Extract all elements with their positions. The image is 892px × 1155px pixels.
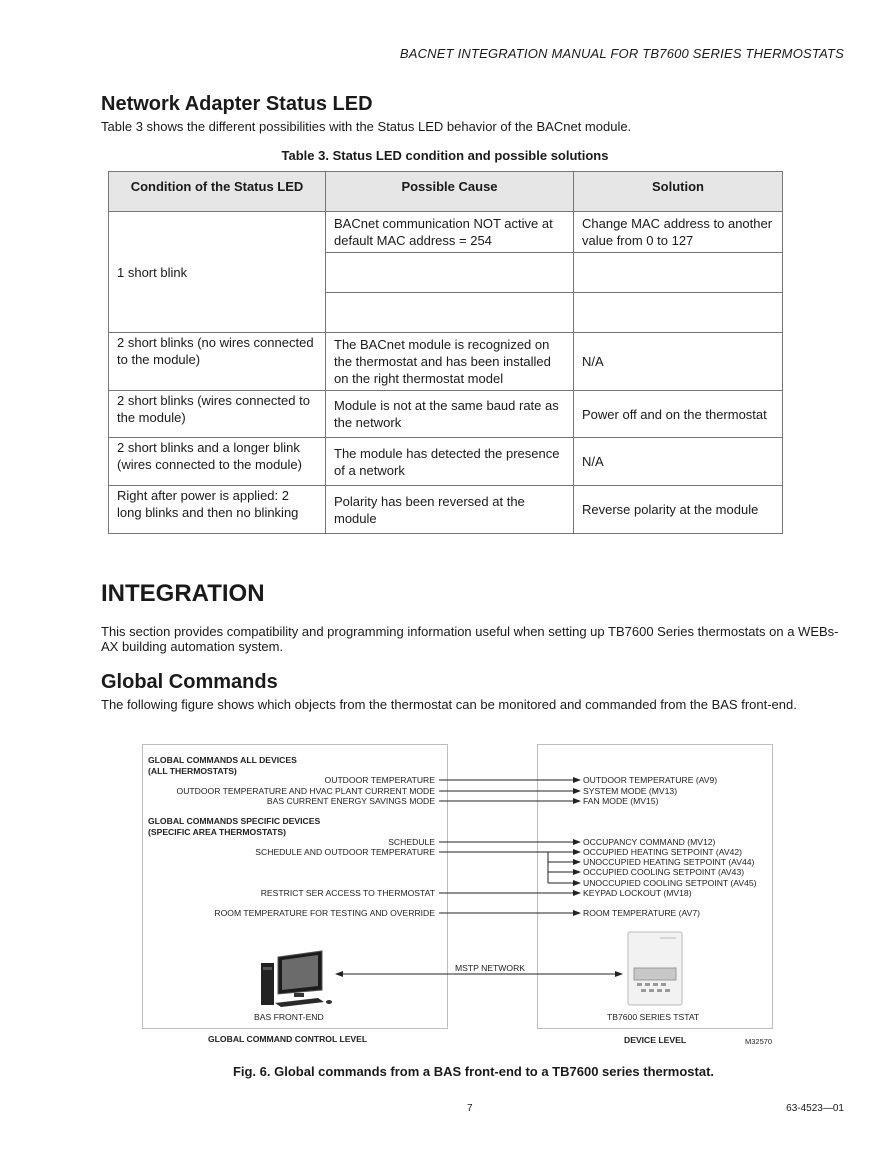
command-label: OUTDOOR TEMPERATURE bbox=[324, 775, 435, 785]
table-cell-cause: Module is not at the same baud rate as the network bbox=[326, 391, 574, 438]
table-cell-solution: N/A bbox=[574, 438, 783, 486]
object-label: ROOM TEMPERATURE (AV7) bbox=[583, 908, 700, 918]
table-cell-solution: N/A bbox=[574, 333, 783, 391]
object-label: FAN MODE (MV15) bbox=[583, 796, 659, 806]
table-cell-condition: 2 short blinks (no wires connected to the module) bbox=[109, 333, 326, 391]
command-label: BAS CURRENT ENERGY SAVINGS MODE bbox=[266, 796, 435, 806]
table-cell-cause: The module has detected the presence of a network bbox=[326, 438, 574, 486]
object-label: OUTDOOR TEMPERATURE (AV9) bbox=[583, 775, 718, 785]
section-title-integration: INTEGRATION bbox=[101, 580, 265, 607]
object-label: UNOCCUPIED HEATING SETPOINT (AV44) bbox=[583, 857, 755, 867]
table-cell-solution: Power off and on the thermostat bbox=[574, 391, 783, 438]
command-label: SCHEDULE bbox=[388, 837, 435, 847]
column-header: Solution bbox=[574, 172, 783, 212]
section-title-global-commands: Global Commands bbox=[101, 671, 278, 693]
group-all-devices-title: GLOBAL COMMANDS ALL DEVICES bbox=[148, 755, 297, 765]
object-label: UNOCCUPIED COOLING SETPOINT (AV45) bbox=[583, 878, 757, 888]
table-caption: Table 3. Status LED condition and possible solutions bbox=[281, 148, 609, 163]
figure-caption: Fig. 6. Global commands from a BAS front-end to a TB7600 series thermostat. bbox=[232, 1064, 715, 1079]
integration-text: This section provides compatibility and programming information useful when setting up TB7600 Series thermostats on a WEBs-AX building automation system. bbox=[101, 624, 839, 654]
thermostat-icon bbox=[628, 932, 682, 1005]
table-cell-cause: BACnet communication NOT active at default MAC address = 254 bbox=[326, 212, 574, 253]
object-label: OCCUPIED COOLING SETPOINT (AV43) bbox=[583, 867, 745, 877]
tstat-label: TB7600 SERIES TSTAT bbox=[607, 1012, 700, 1022]
object-label: OCCUPANCY COMMAND (MV12) bbox=[583, 837, 716, 847]
figure-code: M32570 bbox=[745, 1037, 773, 1046]
led-intro: Table 3 shows the different possibilities with the Status LED behavior of the BACnet module. bbox=[101, 119, 632, 134]
group-specific-devices-title: GLOBAL COMMANDS SPECIFIC DEVICES bbox=[148, 816, 321, 826]
group-specific-devices-subtitle: (SPECIFIC AREA THERMOSTATS) bbox=[148, 827, 286, 837]
table-cell-cause: Polarity has been reversed at the module bbox=[326, 486, 574, 534]
table-cell-condition: 1 short blink bbox=[109, 212, 326, 333]
network-label: MSTP NETWORK bbox=[455, 963, 526, 973]
table-cell-condition: 2 short blinks and a longer blink (wires connected to the module) bbox=[109, 438, 326, 486]
group-all-devices-subtitle: (ALL THERMOSTATS) bbox=[148, 766, 237, 776]
control-level-label: GLOBAL COMMAND CONTROL LEVEL bbox=[208, 1034, 368, 1044]
column-header: Condition of the Status LED bbox=[109, 172, 326, 212]
page-number: 7 bbox=[467, 1103, 473, 1114]
object-label: SYSTEM MODE (MV13) bbox=[583, 786, 678, 796]
computer-icon bbox=[261, 951, 332, 1007]
device-level-label: DEVICE LEVEL bbox=[624, 1035, 687, 1045]
command-label: SCHEDULE AND OUTDOOR TEMPERATURE bbox=[255, 847, 435, 857]
table-cell-solution: Reverse polarity at the module bbox=[574, 486, 783, 534]
doc-number: 63-4523—01 bbox=[786, 1103, 844, 1114]
bas-label: BAS FRONT-END bbox=[254, 1012, 324, 1022]
object-label: OCCUPIED HEATING SETPOINT (AV42) bbox=[583, 847, 743, 857]
table-cell-solution: Change MAC address to another value from 0 to 127 bbox=[574, 212, 783, 253]
command-label: RESTRICT SER ACCESS TO THERMOSTAT bbox=[260, 888, 435, 898]
global-commands-text: The following figure shows which objects from the thermostat can be monitored and commanded from the BAS front-end. bbox=[101, 697, 797, 712]
command-label: ROOM TEMPERATURE FOR TESTING AND OVERRIDE bbox=[214, 908, 435, 918]
table-cell-condition: Right after power is applied: 2 long blinks and then no blinking bbox=[109, 486, 326, 534]
command-label: OUTDOOR TEMPERATURE AND HVAC PLANT CURRENT MODE bbox=[176, 786, 435, 796]
object-label: KEYPAD LOCKOUT (MV18) bbox=[583, 888, 692, 898]
column-header: Possible Cause bbox=[326, 172, 574, 212]
table-cell-cause: The BACnet module is recognized on the thermostat and has been installed on the right thermostat model bbox=[326, 333, 574, 391]
section-title-led: Network Adapter Status LED bbox=[101, 93, 373, 115]
running-header: BACNET INTEGRATION MANUAL FOR TB7600 SERIES THERMOSTATS bbox=[399, 46, 844, 61]
table-cell-condition: 2 short blinks (wires connected to the module) bbox=[109, 391, 326, 438]
